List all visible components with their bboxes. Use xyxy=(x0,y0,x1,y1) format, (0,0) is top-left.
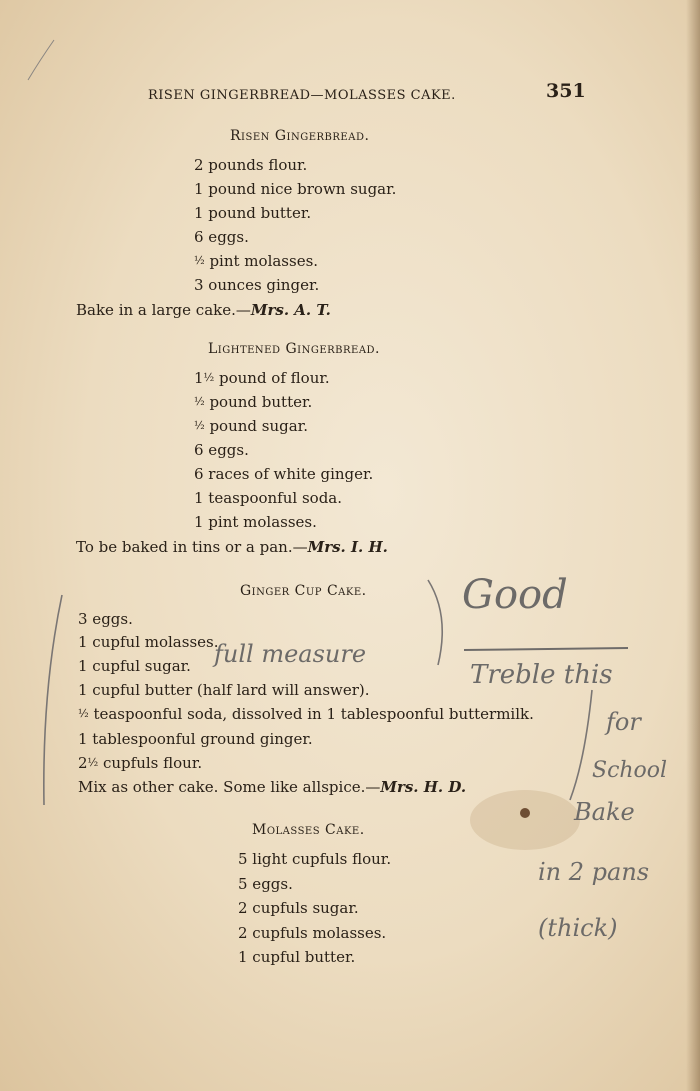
ingredient: 1 tablespoonful ground ginger. xyxy=(78,730,313,748)
ingredient: 6 eggs. xyxy=(194,228,249,246)
handwritten-in-pans: in 2 pans xyxy=(538,858,650,886)
fraction-half: ½ xyxy=(194,254,205,267)
running-title: RISEN GINGERBREAD—MOLASSES CAKE. xyxy=(148,88,456,103)
fraction-half: ½ xyxy=(194,395,205,408)
ingredient: 3 eggs. xyxy=(78,610,133,628)
ingredient: 3 ounces ginger. xyxy=(194,276,320,294)
ingredient-text: pint molasses. xyxy=(209,252,319,270)
recipe-title-ginger-cup: Ginger Cup Cake. xyxy=(240,583,367,599)
ingredient: 1 pint molasses. xyxy=(194,513,317,531)
bracket-right xyxy=(428,580,442,665)
handwritten-for: for xyxy=(606,708,641,736)
fraction-half: ½ xyxy=(87,756,99,769)
recipe-author: Mrs. H. D. xyxy=(380,778,467,796)
handwritten-thick: (thick) xyxy=(538,914,618,942)
ingredient: 1 cupful sugar. xyxy=(78,657,191,675)
ingredient-text: cupfuls flour. xyxy=(98,754,203,772)
fraction-half: ½ xyxy=(203,371,215,384)
ingredient: 2 pounds flour. xyxy=(194,156,308,174)
handwritten-triple: Treble this xyxy=(470,660,613,690)
handwritten-bake: Bake xyxy=(574,798,635,826)
note-text: To be baked in tins or a pan.— xyxy=(76,538,308,556)
recipe-title-molasses: Molasses Cake. xyxy=(252,822,365,838)
recipe-author: Mrs. A. T. xyxy=(250,301,331,319)
ingredient-text: teaspoonful soda, dissolved in 1 tablespoonful buttermilk. xyxy=(93,705,534,723)
recipe-title-lightened: Lightened Gingerbread. xyxy=(208,341,381,357)
page-number: 351 xyxy=(546,80,586,102)
margin-bracket-right xyxy=(570,690,592,800)
ingredient: 6 eggs. xyxy=(194,441,249,459)
ingredient: 5 eggs. xyxy=(238,875,293,893)
fraction-half: ½ xyxy=(78,707,89,720)
ingredient: 1 cupful molasses. xyxy=(78,633,219,651)
ingredient-text: pound sugar. xyxy=(209,417,308,435)
handwritten-good: Good xyxy=(462,572,568,618)
ingredient: 1 pound butter. xyxy=(194,204,312,222)
corner-mark xyxy=(28,40,54,80)
ingredient-text: 1 xyxy=(194,369,204,387)
ingredient: 2 cupfuls molasses. xyxy=(238,924,387,942)
handwritten-full-measure: full measure xyxy=(214,640,367,668)
fraction-half: ½ xyxy=(194,419,205,432)
recipe-title-risen: Risen Gingerbread. xyxy=(230,128,370,144)
note-text: Mix as other cake. Some like allspice.— xyxy=(78,778,381,796)
ingredient: 5 light cupfuls flour. xyxy=(238,850,392,868)
recipe-author: Mrs. I. H. xyxy=(307,538,388,556)
ingredient: 6 races of white ginger. xyxy=(194,465,374,483)
ingredient: 2 cupfuls sugar. xyxy=(238,899,359,917)
handwritten-school: School xyxy=(592,758,668,783)
ingredient: 1 pound nice brown sugar. xyxy=(194,180,397,198)
underline-stroke xyxy=(464,648,628,650)
ingredient: 1 cupful butter (half lard will answer). xyxy=(78,681,370,699)
ingredient-text: pound butter. xyxy=(209,393,313,411)
note-text: Bake in a large cake.— xyxy=(76,301,251,319)
ingredient: 1 teaspoonful soda. xyxy=(194,489,343,507)
ingredient: 1 cupful butter. xyxy=(238,948,356,966)
margin-bracket-left xyxy=(44,595,62,805)
ingredient-text: pound of flour. xyxy=(214,369,330,387)
ingredient-text: 2 xyxy=(78,754,88,772)
